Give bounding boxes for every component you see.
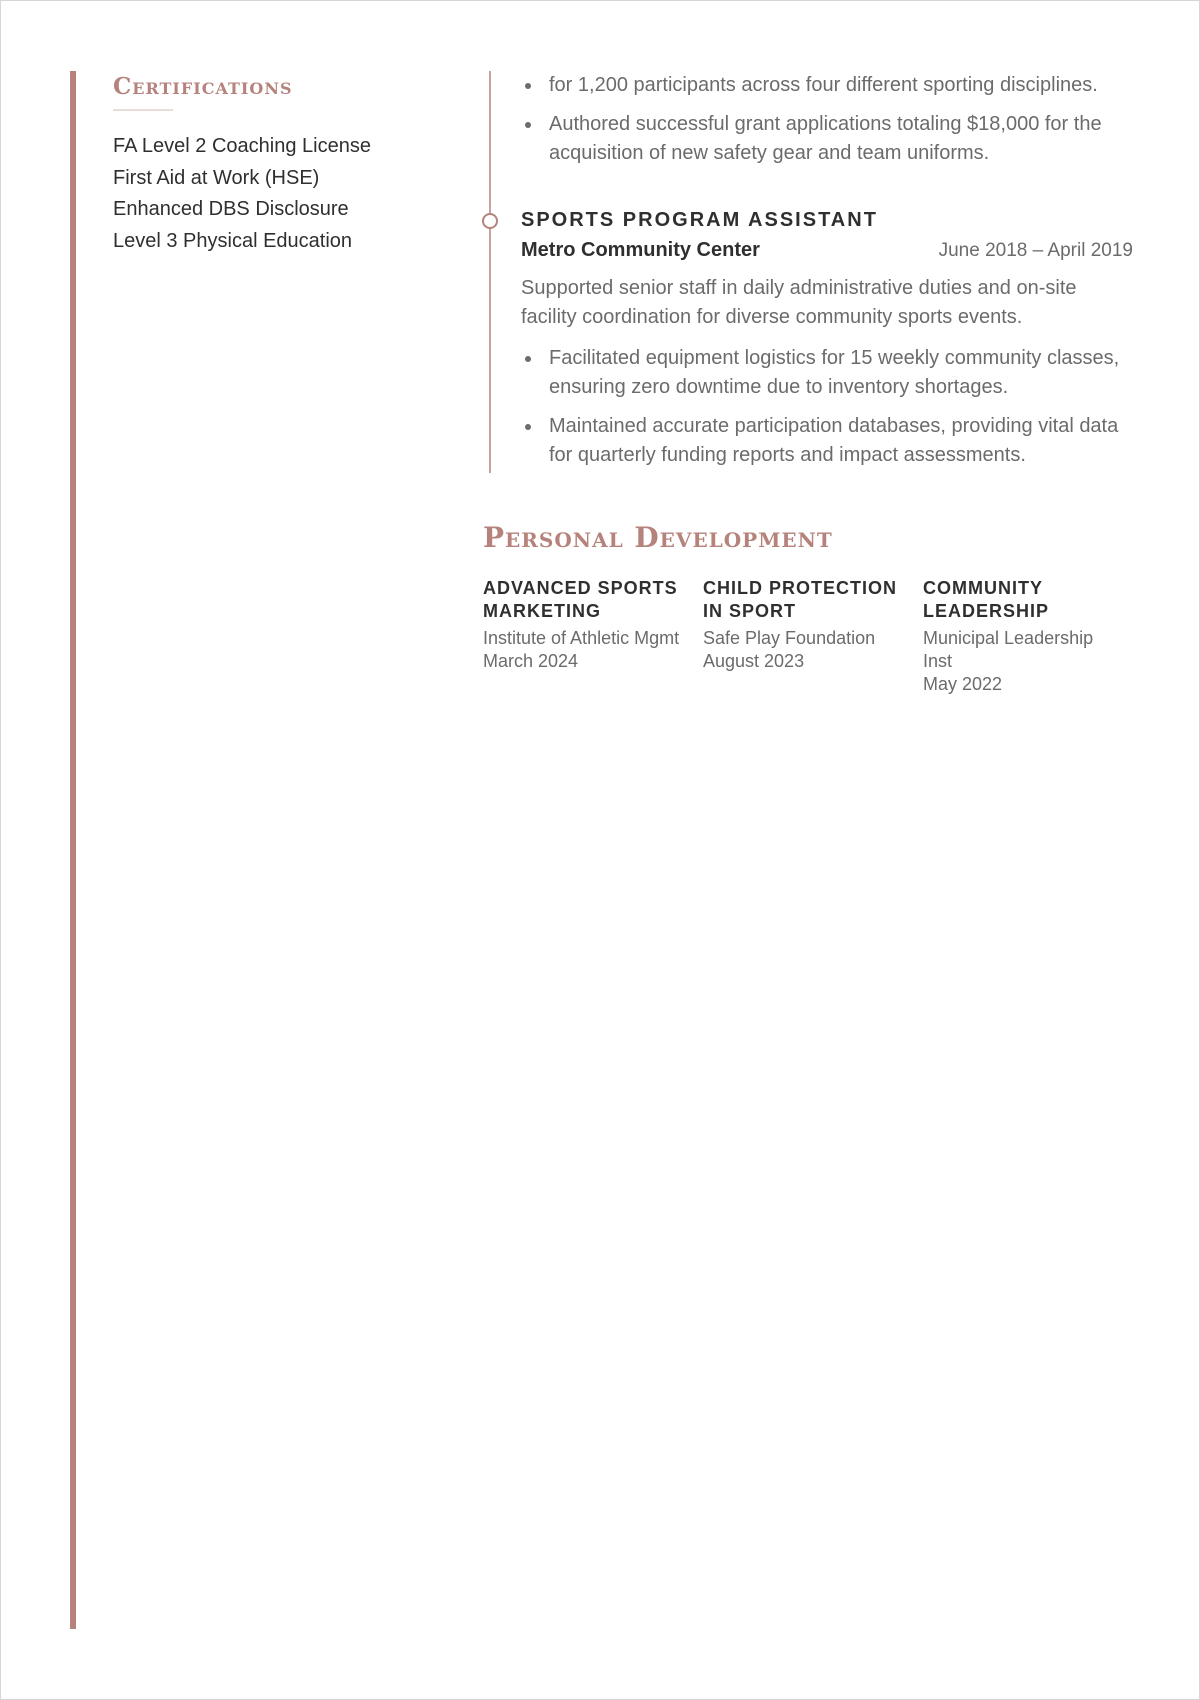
job-entry (521, 205, 1133, 480)
development-organization: Safe Play Foundation (703, 628, 876, 648)
timeline-marker-icon (482, 213, 498, 229)
job-meta (521, 235, 1133, 266)
job-bullet: for 1,200 participants across four different sporting disciplines. (521, 71, 1133, 100)
development-title: CHILD PROTECTION IN SPORT (703, 578, 897, 621)
certification-item: FA Level 2 Coaching License (113, 135, 371, 157)
job-summary: Supported senior staff in daily administrative duties and on-site facility coordination for diverse community sports events. (521, 277, 1077, 328)
previous-job-bullets (521, 71, 1133, 178)
job-bullets (521, 344, 1133, 470)
development-title: COMMUNITY LEADERSHIP (923, 578, 1050, 621)
job-bullet: Authored successful grant applications totaling $18,000 for the acquisition of new safety gear and team uniforms. (521, 110, 1133, 168)
certification-item: Level 3 Physical Education (113, 229, 353, 252)
certifications-section (113, 71, 443, 257)
job-company: Metro Community Center (521, 239, 760, 261)
personal-development-section (483, 521, 1143, 696)
job-dates: June 2018 – April 2019 (938, 240, 1133, 261)
job-bullet: Facilitated equipment logistics for 15 weekly community classes, ensuring zero downtime due to inventory shortages. (521, 344, 1133, 402)
personal-development-grid (483, 577, 1143, 696)
development-organization: Institute of Athletic Mgmt (483, 628, 680, 648)
certification-item: First Aid at Work (HSE) (113, 166, 320, 189)
job-bullet: Maintained accurate participation databases, providing vital data for quarterly funding reports and impact assessments. (521, 412, 1133, 470)
certifications-list (113, 131, 443, 257)
development-item (923, 577, 1143, 696)
development-title: ADVANCED SPORTS MARKETING (483, 578, 678, 621)
development-date: August 2023 (703, 651, 805, 671)
development-item (703, 577, 923, 696)
personal-development-heading: Personal Development (483, 521, 833, 554)
certifications-heading: Certifications (113, 73, 293, 100)
job-title: SPORTS PROGRAM ASSISTANT (521, 209, 878, 231)
development-date: March 2024 (483, 651, 579, 671)
certification-item: Enhanced DBS Disclosure (113, 198, 349, 220)
development-organization: Municipal Leadership Inst (923, 628, 1094, 671)
development-item (483, 577, 703, 696)
left-accent-bar (70, 71, 76, 1629)
development-date: May 2022 (923, 674, 1003, 694)
heading-underline (113, 109, 173, 111)
experience-timeline (489, 71, 1135, 473)
timeline-line (489, 71, 491, 473)
